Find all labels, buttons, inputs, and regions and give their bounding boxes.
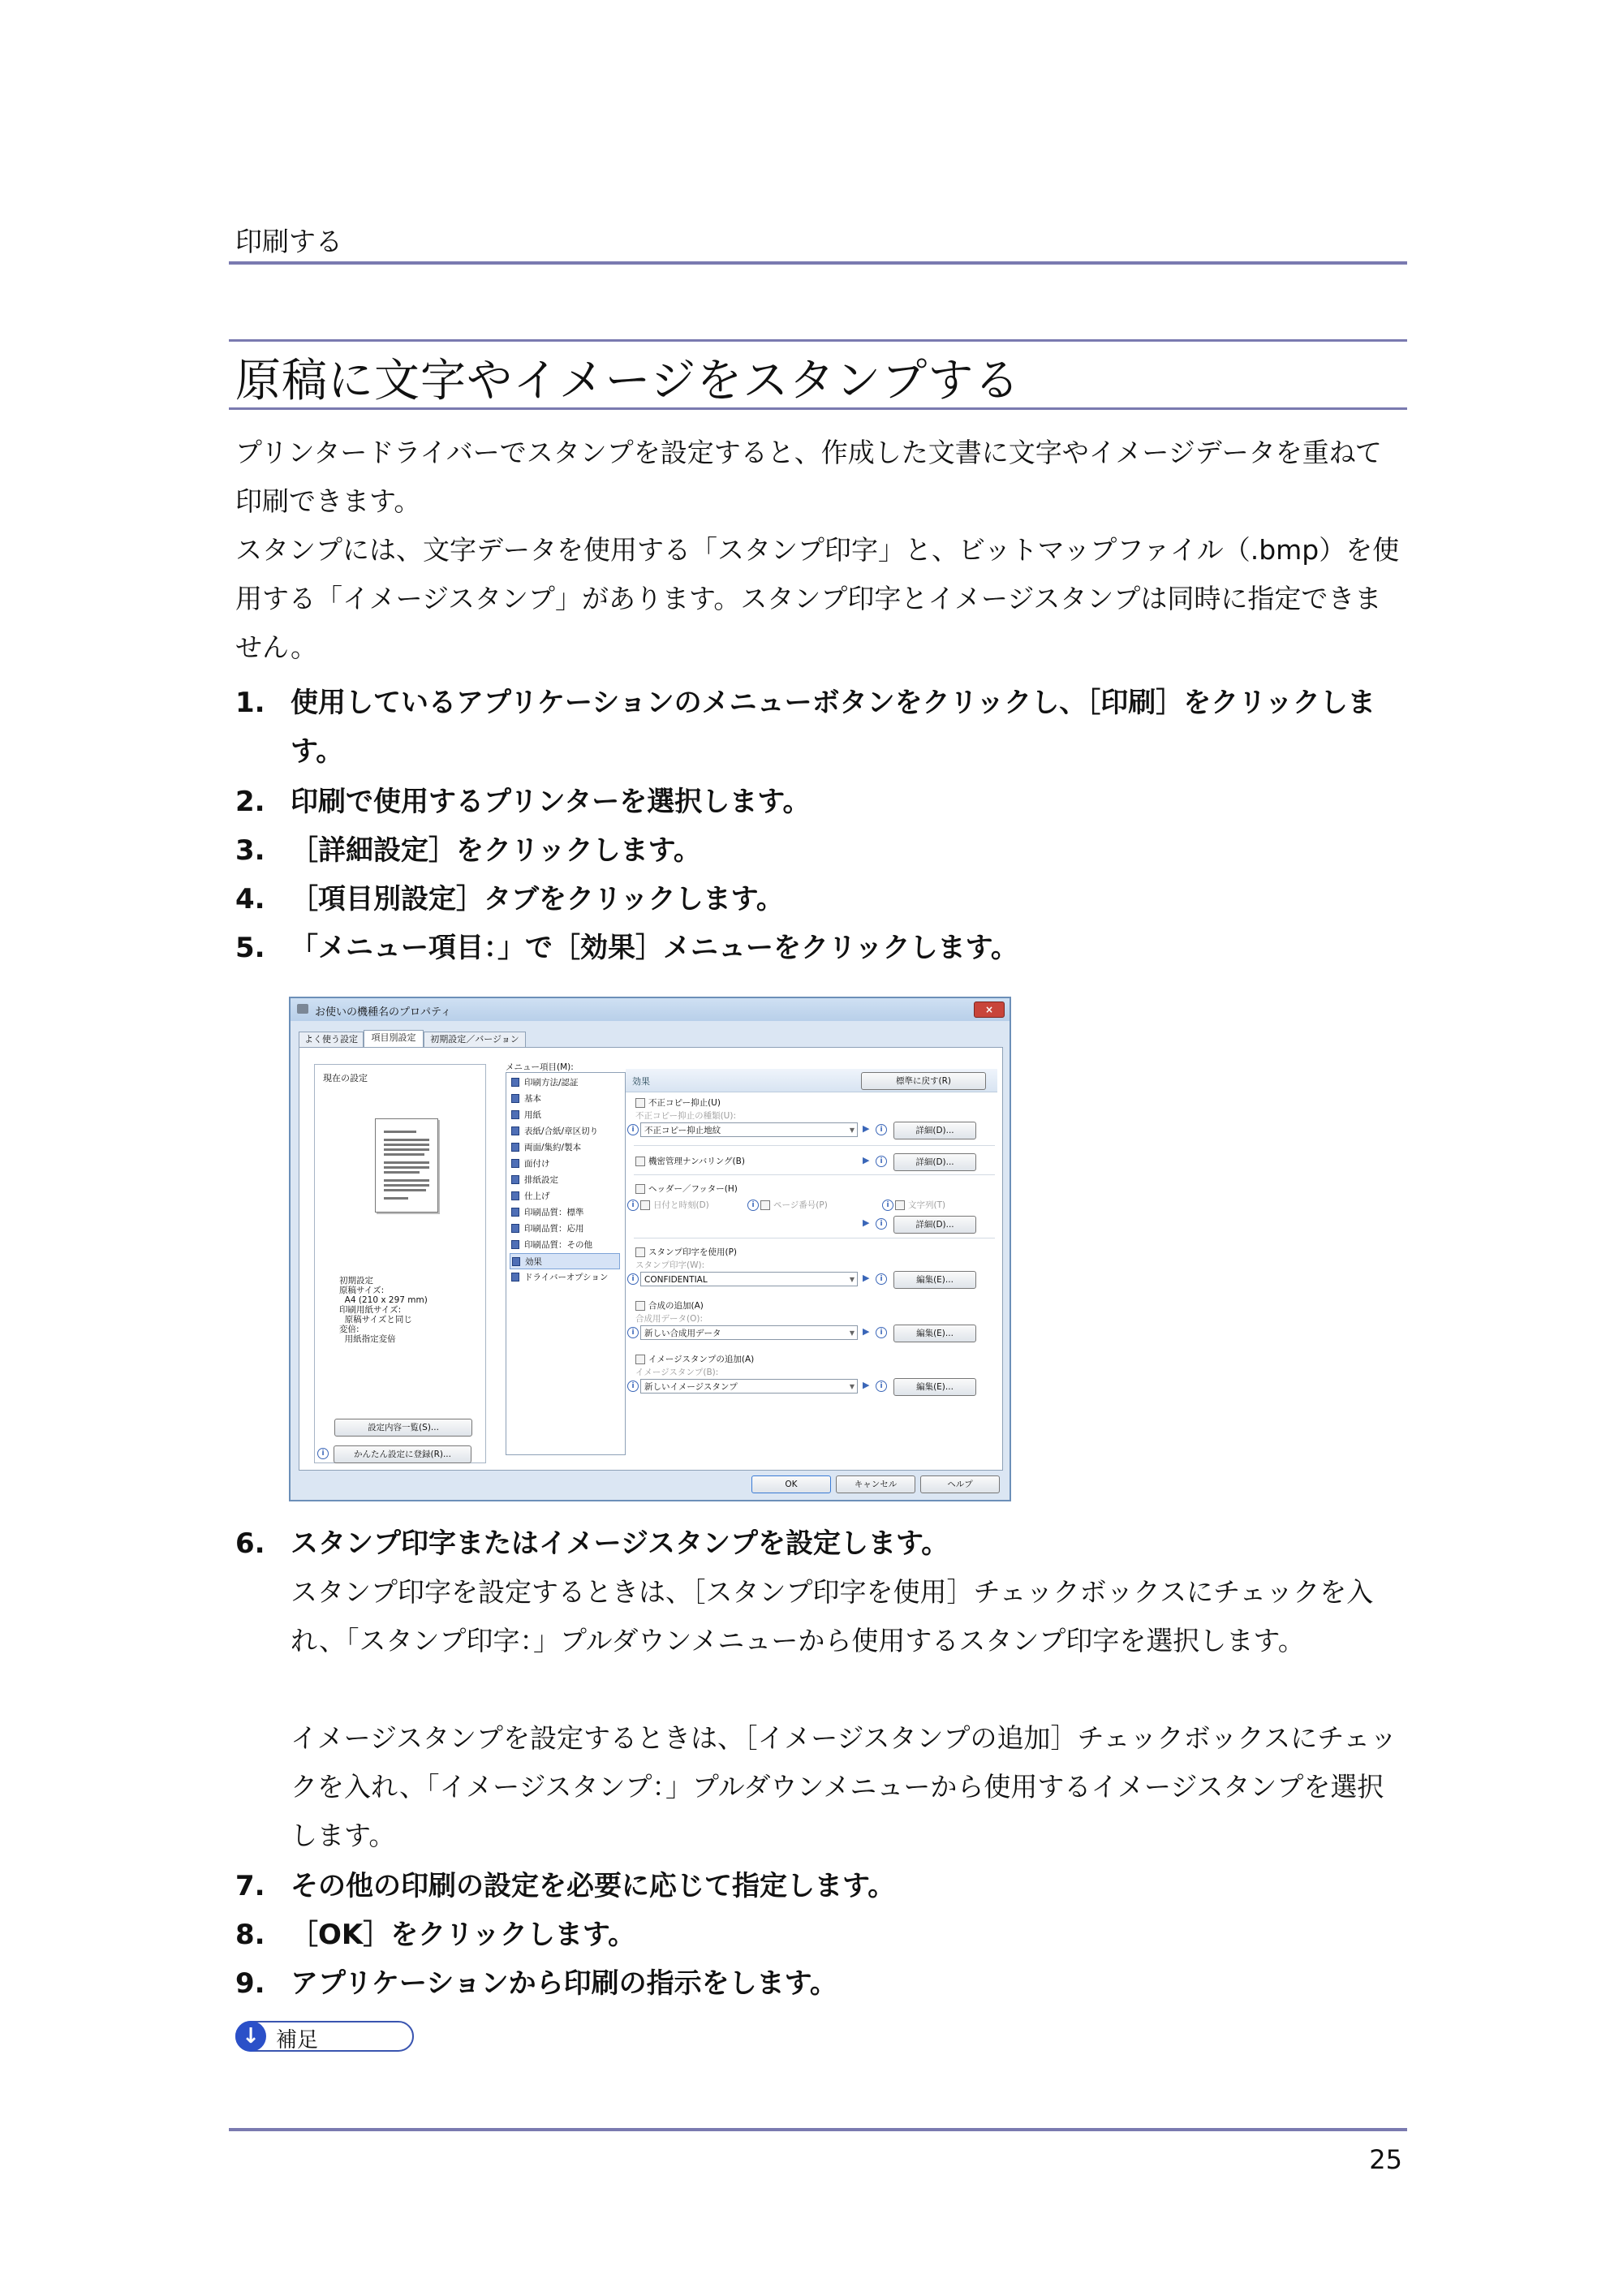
step-4 bbox=[235, 875, 1408, 924]
current-settings-label: 現在の設定 bbox=[323, 1073, 368, 1083]
info-icon: i bbox=[627, 1124, 639, 1135]
info-icon: i bbox=[876, 1273, 887, 1285]
secure-numbering-label: 機密管理ナンバリング(B) bbox=[648, 1157, 745, 1166]
info-icon: i bbox=[627, 1273, 639, 1285]
printer-icon bbox=[297, 1004, 308, 1014]
play-icon: ▶ bbox=[863, 1217, 870, 1228]
cancel-button[interactable]: キャンセル bbox=[836, 1475, 915, 1493]
play-icon: ▶ bbox=[863, 1123, 870, 1134]
step-number: 2. bbox=[235, 786, 265, 818]
intro-paragraph-2: スタンプには、文字データを使用する「スタンプ印字」と、ビットマップファイル（.bmp）を使用する「イメージスタンプ」があります。スタンプ印字とイメージスタンプは同時に指定できません。 bbox=[235, 534, 1400, 663]
menu-item-imposition[interactable]: 面付け bbox=[510, 1156, 620, 1172]
step-text: 印刷で使用するプリンターを選択します。 bbox=[291, 786, 811, 818]
image-stamp-select[interactable]: 新しいイメージスタンプ ▼ bbox=[640, 1379, 858, 1394]
overlay-select[interactable]: 新しい合成用データ ▼ bbox=[640, 1325, 858, 1340]
imposition-icon bbox=[511, 1159, 519, 1168]
current-settings-box bbox=[314, 1064, 486, 1463]
step-6 bbox=[235, 1519, 1408, 1568]
play-icon: ▶ bbox=[863, 1326, 870, 1337]
tab-initial-version[interactable]: 初期設定／バージョン bbox=[424, 1032, 526, 1048]
copy-guard-details-button[interactable]: 詳細(D)... bbox=[893, 1122, 976, 1139]
footer-rule bbox=[229, 2128, 1407, 2131]
numbering-details-button[interactable]: 詳細(D)... bbox=[893, 1153, 976, 1171]
step-9 bbox=[235, 1959, 1408, 2008]
register-quick-button[interactable]: かんたん設定に登録(R)... bbox=[334, 1445, 471, 1463]
image-stamp-edit-button[interactable]: 編集(E)... bbox=[893, 1378, 976, 1396]
image-stamp-label: イメージスタンプの追加(A) bbox=[648, 1355, 755, 1364]
date-time-label: 日付と時刻(D) bbox=[653, 1200, 709, 1210]
quality-icon bbox=[511, 1224, 519, 1233]
step-number: 3. bbox=[235, 834, 265, 867]
properties-dialog bbox=[289, 997, 1011, 1501]
step-8 bbox=[235, 1910, 1408, 1959]
cover-icon bbox=[511, 1126, 519, 1135]
duplex-icon bbox=[511, 1143, 519, 1152]
quality-icon bbox=[511, 1240, 519, 1249]
step6-desc-2: イメージスタンプを設定するときは、［イメージスタンプの追加］チェックボックスにチェックを入れ、「イメージスタンプ：」プルダウンメニューから使用するイメージスタンプを選択します。 bbox=[291, 1722, 1397, 1851]
page-title: 原稿に文字やイメージをスタンプする bbox=[235, 355, 1021, 407]
menu-item-quality-other[interactable]: 印刷品質：その他 bbox=[510, 1237, 620, 1253]
overlay-edit-button[interactable]: 編集(E)... bbox=[893, 1325, 976, 1342]
play-icon: ▶ bbox=[863, 1380, 870, 1390]
quality-icon bbox=[511, 1208, 519, 1217]
gear-icon bbox=[511, 1273, 519, 1282]
date-time-checkbox[interactable] bbox=[640, 1200, 650, 1210]
page-number-checkbox[interactable] bbox=[760, 1200, 770, 1210]
overlay-checkbox[interactable] bbox=[635, 1301, 645, 1311]
step-number: 7. bbox=[235, 1870, 265, 1902]
step-7 bbox=[235, 1862, 1408, 1910]
step-number: 1. bbox=[235, 687, 265, 719]
play-icon: ▶ bbox=[863, 1155, 870, 1165]
page-icon bbox=[511, 1094, 519, 1103]
info-icon: i bbox=[627, 1381, 639, 1392]
step6-desc-1: スタンプ印字を設定するときは、［スタンプ印字を使用］チェックボックスにチェックを入れ、「スタンプ印字：」プルダウンメニューから使用するスタンプ印字を選択します。 bbox=[291, 1576, 1374, 1656]
menu-item-output[interactable]: 排紙設定 bbox=[510, 1172, 620, 1188]
page-number: 25 bbox=[1369, 2144, 1402, 2175]
step-3 bbox=[235, 826, 1408, 875]
copy-guard-checkbox[interactable] bbox=[635, 1098, 645, 1108]
menu-item-paper[interactable]: 用紙 bbox=[510, 1107, 620, 1123]
menu-item-cover[interactable]: 表紙/合紙/章区切り bbox=[510, 1123, 620, 1139]
note-box[interactable] bbox=[235, 2021, 414, 2052]
menu-item-basic[interactable]: 基本 bbox=[510, 1091, 620, 1107]
menu-items-list bbox=[506, 1072, 626, 1455]
info-icon: i bbox=[747, 1200, 759, 1211]
title-rule-top bbox=[229, 339, 1407, 342]
effects-title: 効果 bbox=[632, 1076, 650, 1087]
use-stamp-checkbox[interactable] bbox=[635, 1247, 645, 1257]
menu-item-print-method[interactable]: 印刷方法/認証 bbox=[510, 1075, 620, 1091]
help-button[interactable]: ヘルプ bbox=[920, 1475, 1000, 1493]
step-number: 6. bbox=[235, 1527, 265, 1560]
finishing-icon bbox=[511, 1191, 519, 1200]
step-text: ［項目別設定］タブをクリックします。 bbox=[291, 883, 784, 915]
step-text: ［詳細設定］をクリックします。 bbox=[291, 834, 701, 867]
menu-item-quality-advanced[interactable]: 印刷品質：応用 bbox=[510, 1221, 620, 1237]
info-icon: i bbox=[876, 1327, 887, 1338]
menu-item-driver-options[interactable]: ドライバーオプション bbox=[510, 1269, 620, 1286]
step-text: アプリケーションから印刷の指示をします。 bbox=[291, 1967, 837, 2000]
info-icon: i bbox=[876, 1156, 887, 1167]
info-icon: i bbox=[317, 1448, 329, 1459]
step-number: 8. bbox=[235, 1919, 265, 1951]
output-icon bbox=[511, 1175, 519, 1184]
info-icon: i bbox=[876, 1124, 887, 1135]
copy-guard-label: 不正コピー抑止(U) bbox=[648, 1098, 721, 1108]
overlay-label: 合成の追加(A) bbox=[648, 1301, 704, 1311]
paper-icon bbox=[511, 1110, 519, 1119]
effects-icon bbox=[512, 1257, 520, 1266]
stamp-edit-button[interactable]: 編集(E)... bbox=[893, 1271, 976, 1289]
menu-items-label: メニュー項目(M): bbox=[506, 1062, 574, 1072]
step-text: 「メニュー項目：」で［効果］メニューをクリックします。 bbox=[291, 932, 1018, 964]
note-label: 補足 bbox=[276, 2028, 319, 2053]
tab-panel bbox=[299, 1047, 1003, 1471]
header-footer-checkbox[interactable] bbox=[635, 1184, 645, 1194]
title-rule-bottom bbox=[229, 407, 1407, 410]
header-footer-details-button[interactable]: 詳細(D)... bbox=[893, 1216, 976, 1234]
header-rule bbox=[229, 261, 1407, 265]
step-text: スタンプ印字またはイメージスタンプを設定します。 bbox=[291, 1527, 949, 1560]
tab-detailed[interactable]: 項目別設定 bbox=[364, 1030, 424, 1049]
settings-list-button[interactable]: 設定内容一覧(S)... bbox=[334, 1419, 472, 1437]
reset-default-button[interactable]: 標準に戻す(R) bbox=[861, 1072, 986, 1090]
step-text: その他の印刷の設定を必要に応じて指定します。 bbox=[291, 1870, 896, 1902]
menu-item-finishing[interactable]: 仕上げ bbox=[510, 1188, 620, 1204]
info-icon: i bbox=[627, 1327, 639, 1338]
ok-button[interactable]: OK bbox=[751, 1475, 831, 1493]
info-icon: i bbox=[882, 1200, 893, 1211]
image-stamp-checkbox[interactable] bbox=[635, 1355, 645, 1364]
use-stamp-label: スタンプ印字を使用(P) bbox=[648, 1247, 738, 1257]
lock-icon bbox=[511, 1078, 519, 1087]
overlay-data-label: 合成用データ(O): bbox=[635, 1314, 703, 1324]
stamp-label: スタンプ印字(W): bbox=[635, 1260, 705, 1270]
step-number: 5. bbox=[235, 932, 265, 964]
current-settings-info: 初期設定 原稿サイズ: A4 (210 x 297 mm) 印刷用紙サイズ: 原稿サイズと同じ 変倍: 用紙指定変倍 bbox=[339, 1276, 428, 1344]
page-number-label: ページ番号(P) bbox=[773, 1200, 828, 1210]
step-5 bbox=[235, 924, 1408, 972]
document-preview-thumbnail bbox=[375, 1118, 438, 1213]
info-icon: i bbox=[627, 1200, 639, 1211]
dialog-title: お使いの機種名のプロパティ bbox=[315, 1006, 451, 1019]
info-icon: i bbox=[876, 1218, 887, 1230]
intro-paragraph-1: プリンタードライバーでスタンプを設定すると、作成した文書に文字やイメージデータを重ねて印刷できます。 bbox=[235, 437, 1382, 517]
arrow-down-icon: ↓ bbox=[235, 2021, 266, 2052]
tab-frequent[interactable]: よく使う設定 bbox=[299, 1032, 364, 1048]
text-string-label: 文字列(T) bbox=[908, 1200, 946, 1210]
effects-body bbox=[626, 1093, 997, 1455]
copy-guard-type-select[interactable]: 不正コピー抑止地紋 ▼ bbox=[640, 1122, 858, 1137]
effects-header bbox=[626, 1069, 997, 1092]
step-text: ［OK］をクリックします。 bbox=[291, 1919, 636, 1951]
text-string-checkbox[interactable] bbox=[895, 1200, 905, 1210]
step-2 bbox=[235, 778, 1408, 826]
step-1 bbox=[235, 678, 1408, 776]
copy-guard-type-label: 不正コピー抑止の種類(U): bbox=[635, 1111, 736, 1121]
secure-numbering-checkbox[interactable] bbox=[635, 1157, 645, 1166]
image-stamp-select-label: イメージスタンプ(B): bbox=[635, 1368, 719, 1377]
play-icon: ▶ bbox=[863, 1273, 870, 1283]
close-button[interactable]: × bbox=[974, 1002, 1005, 1018]
stamp-select[interactable]: CONFIDENTIAL ▼ bbox=[640, 1272, 858, 1286]
header-footer-label: ヘッダー／フッター(H) bbox=[648, 1184, 738, 1194]
running-header: 印刷する bbox=[235, 226, 342, 257]
info-icon: i bbox=[876, 1381, 887, 1392]
step-number: 9. bbox=[235, 1967, 265, 2000]
menu-item-quality-standard[interactable]: 印刷品質：標準 bbox=[510, 1204, 620, 1221]
step-text: 使用しているアプリケーションのメニューボタンをクリックし、［印刷］をクリックします。 bbox=[291, 687, 1375, 768]
dialog-titlebar bbox=[291, 998, 1010, 1021]
menu-item-effects[interactable]: 効果 bbox=[510, 1253, 620, 1269]
step-number: 4. bbox=[235, 883, 265, 915]
menu-item-duplex[interactable]: 両面/集約/製本 bbox=[510, 1139, 620, 1156]
